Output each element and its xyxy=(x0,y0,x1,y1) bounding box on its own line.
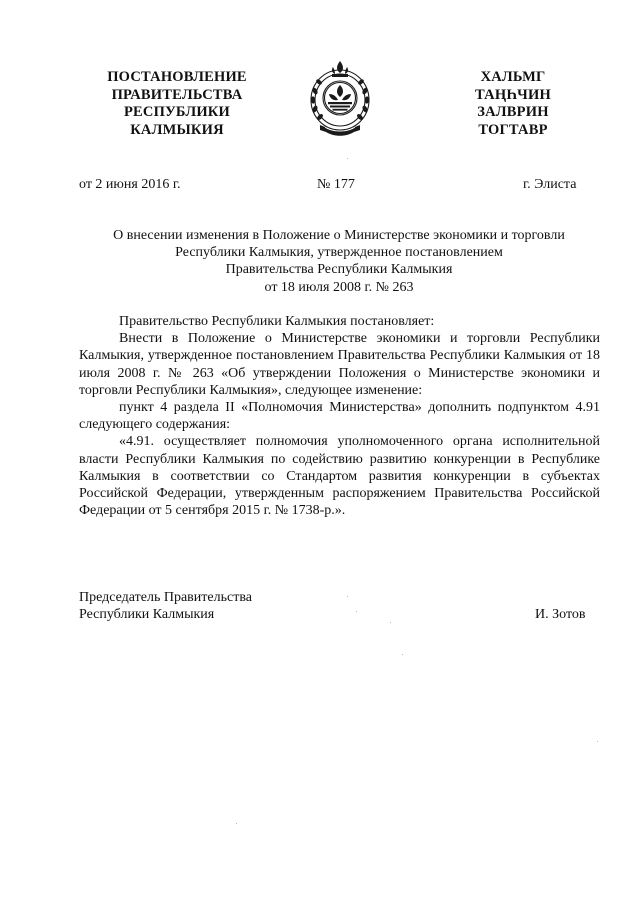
document-title-line: О внесении изменения в Положение о Министерстве экономики и торговли xyxy=(113,228,565,243)
issuer-title-line: ПРАВИТЕЛЬСТВА xyxy=(111,86,243,103)
amendment-paragraph: Внести в Положение о Министерстве экономики и торговли Республики Калмыкия, утвержденное постановлением Правительства Республики Калмыкия от 18 июля 2008 г. № 263 «Об утверждении Положения о Министерстве экономики и торговли Республики Калмыкия», следующее изменение: xyxy=(79,331,600,398)
issuer-title-line: ТАҢҺЧИН xyxy=(475,86,551,103)
issuer-title-line: ХАЛЬМГ xyxy=(480,69,546,85)
scan-speck xyxy=(402,654,403,655)
issuer-title-line: ЗАЛВРИН xyxy=(477,104,549,120)
signatory-position-line: Председатель Правительства xyxy=(79,590,252,605)
document-title xyxy=(79,227,599,296)
signatory-position-line: Республики Калмыкия xyxy=(79,607,215,623)
scan-speck xyxy=(390,622,391,623)
issuer-title-line: РЕСПУБЛИКИ xyxy=(123,104,231,120)
document-title-line: от 18 июля 2008 г. № 263 xyxy=(264,279,414,295)
issuer-title-line: ТОГТАВР xyxy=(478,121,548,138)
scan-speck xyxy=(356,611,357,612)
issuer-title-kalmyk xyxy=(446,69,580,139)
coat-of-arms-emblem-icon xyxy=(306,53,374,141)
signatory-name: И. Зотов xyxy=(535,607,586,622)
scan-speck xyxy=(597,741,598,742)
document-title-line: Правительства Республики Калмыкия xyxy=(225,262,453,278)
issuer-title-line: ПОСТАНОВЛЕНИЕ xyxy=(107,69,247,85)
document-body xyxy=(79,313,600,519)
document-title-line: Республики Калмыкия, утвержденное постановлением xyxy=(175,245,503,261)
document-date: от 2 июня 2016 г. xyxy=(79,177,181,192)
scan-speck xyxy=(236,823,237,824)
document-number: № 177 xyxy=(317,177,355,192)
scan-speck xyxy=(347,596,348,597)
amendment-clause-paragraph: пункт 4 раздела II «Полномочия Министерства» дополнить подпунктом 4.91 следующего содержания: xyxy=(79,400,600,433)
scan-speck xyxy=(347,158,348,159)
issuer-title-line: КАЛМЫКИЯ xyxy=(130,121,224,138)
issuer-title-russian xyxy=(92,69,262,139)
document-city: г. Элиста xyxy=(523,177,577,192)
signatory-position xyxy=(79,589,252,623)
preamble-paragraph: Правительство Республики Калмыкия постановляет: xyxy=(119,314,435,329)
amendment-text-paragraph: «4.91. осуществляет полномочия уполномоченного органа исполнительной власти Республики Калмыкия по содействию развитию конкуренции в Республике Калмыкия в соответствии со Стандартом развития конкуренции в субъектах Российской Федерации, утвержденным распоряжением Правительства Российской Федерации от 5 сентября 2015 г. № 1738-р.». xyxy=(79,434,600,519)
